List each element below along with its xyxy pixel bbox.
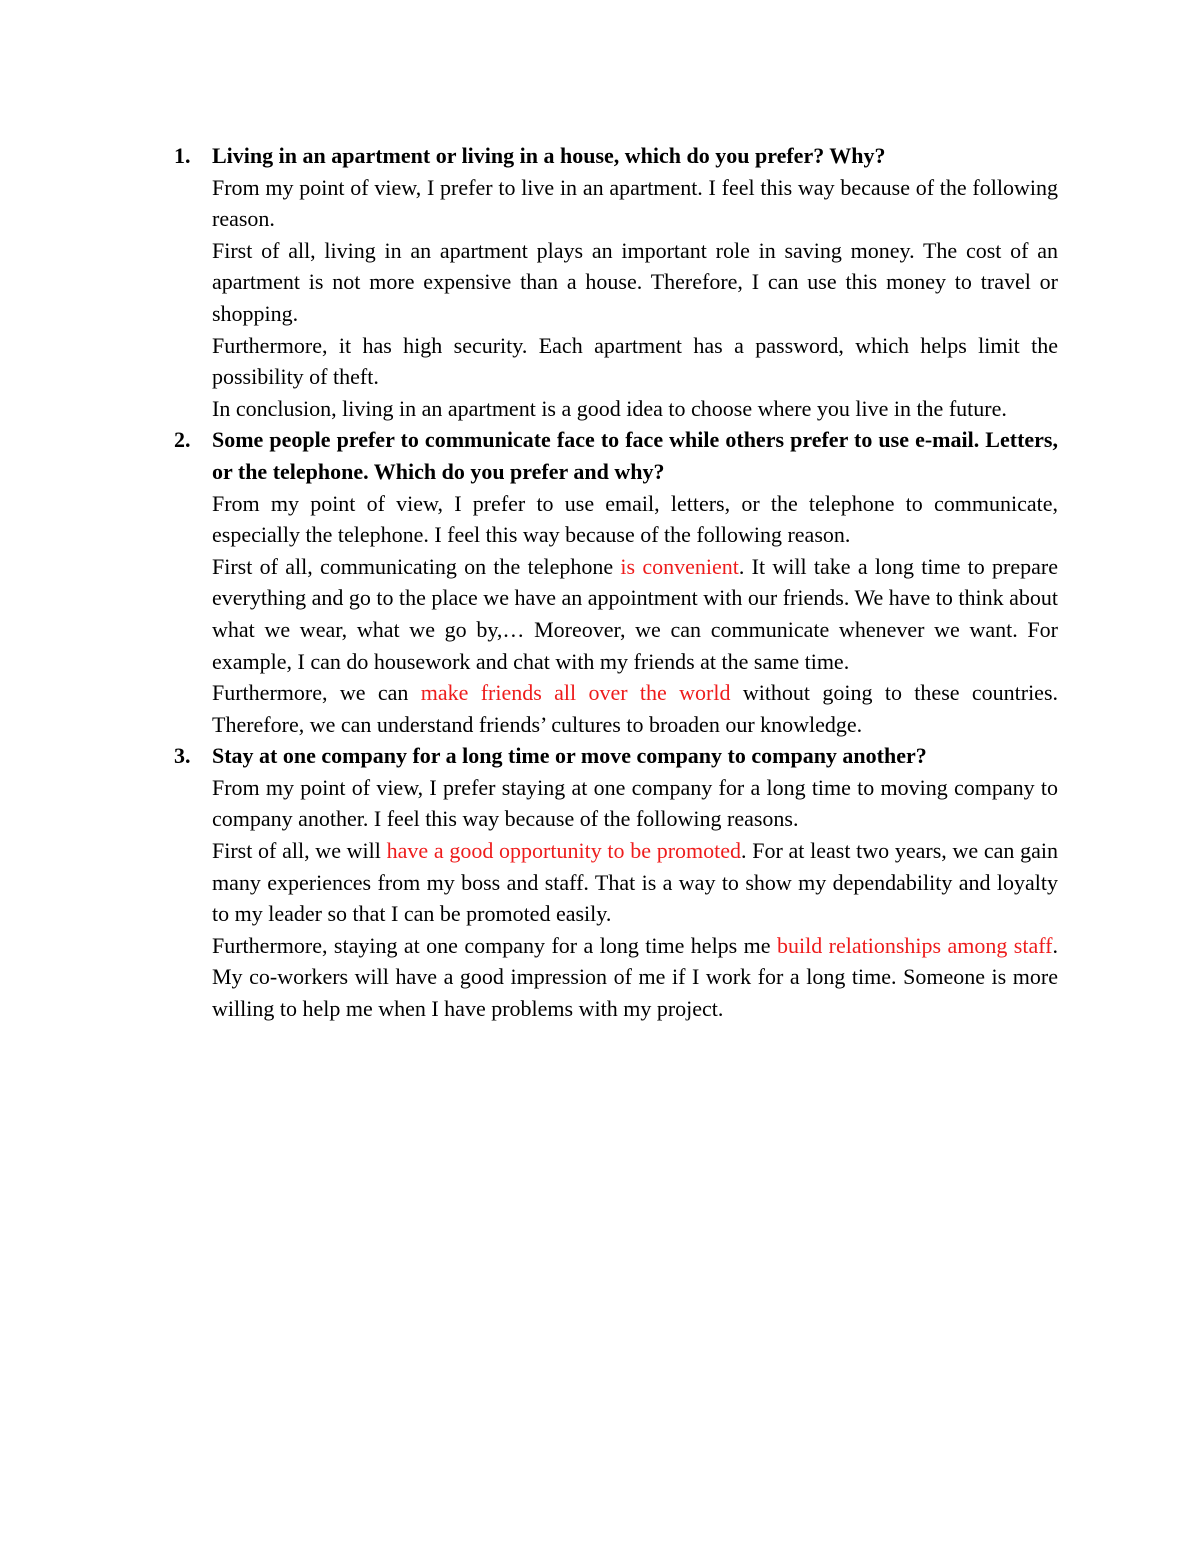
answer-paragraph (212, 488, 1058, 551)
highlighted-text: build relationships among staff (776, 932, 1053, 958)
text-run: Furthermore, we can (212, 680, 421, 706)
text-run: First of all, we will (212, 838, 387, 864)
answer-paragraph (212, 235, 1058, 330)
answer-paragraph (212, 930, 1058, 1025)
text-run: Furthermore, staying at one company for a long time helps me (212, 932, 777, 958)
document-body (164, 140, 1058, 1025)
text-run: In conclusion, living in an apartment is a good idea to choose where you live in the future. (212, 395, 1007, 421)
answer-paragraph (212, 393, 1058, 425)
answer-paragraph (212, 835, 1058, 930)
text-run: . For at least two years, we can gain many experiences from my boss and staff. That is a way to show my dependability and loyalty to my leader so that I can be promoted easily. (212, 838, 1058, 927)
text-run: . It will take a long time to prepare everything and go to the place we have an appointment with our friends. We have to think about what we wear, what we go by,… Moreover, we can communicate whenever we want. For example, I can do housework and chat with my friends at the same time. (212, 553, 1058, 674)
text-run: Furthermore, it has high security. Each apartment has a password, which helps limit the possibility of theft. (212, 332, 1058, 390)
answer-paragraph (212, 677, 1058, 740)
text-run: First of all, living in an apartment plays an important role in saving money. The cost of an apartment is not more expensive than a house. Therefore, I can use this money to travel or shopping. (212, 237, 1058, 326)
text-run: From my point of view, I prefer to use email, letters, or the telephone to communicate, especially the telephone. I feel this way because of the following reason. (212, 490, 1058, 548)
question-item-3 (164, 740, 1058, 1024)
text-run: From my point of view, I prefer to live in an apartment. I feel this way because of the following reason. (212, 174, 1058, 232)
answer-paragraph (212, 330, 1058, 393)
question-item-1 (164, 140, 1058, 424)
highlighted-text: make friends all over the world (420, 680, 731, 706)
question-heading: Stay at one company for a long time or move company to company another? (212, 743, 927, 769)
question-heading: Living in an apartment or living in a house, which do you prefer? Why? (212, 143, 886, 168)
answer-paragraph (212, 551, 1058, 677)
answer-paragraph (212, 772, 1058, 835)
answer-paragraph (212, 172, 1058, 235)
text-run: without going to these countries. Therefore, we can understand friends’ cultures to broaden our knowledge. (212, 680, 1059, 737)
text-run: From my point of view, I prefer staying at one company for a long time to moving company to company another. I feel this way because of the following reasons. (212, 774, 1058, 832)
item-number: 1. (174, 143, 191, 168)
highlighted-text: have a good opportunity to be promoted (386, 838, 742, 864)
highlighted-text: is convenient (620, 553, 739, 579)
item-number: 2. (174, 427, 191, 453)
text-run: . My co-workers will have a good impression of me if I work for a long time. Someone is more willing to help me when I have problems with my project. (212, 932, 1058, 1022)
item-number: 3. (174, 743, 191, 769)
text-run: First of all, communicating on the telephone (212, 553, 621, 579)
question-heading: Some people prefer to communicate face to face while others prefer to use e-mail. Letters, or the telephone. Which do you prefer and why? (212, 427, 1058, 484)
question-item-2 (164, 424, 1058, 740)
